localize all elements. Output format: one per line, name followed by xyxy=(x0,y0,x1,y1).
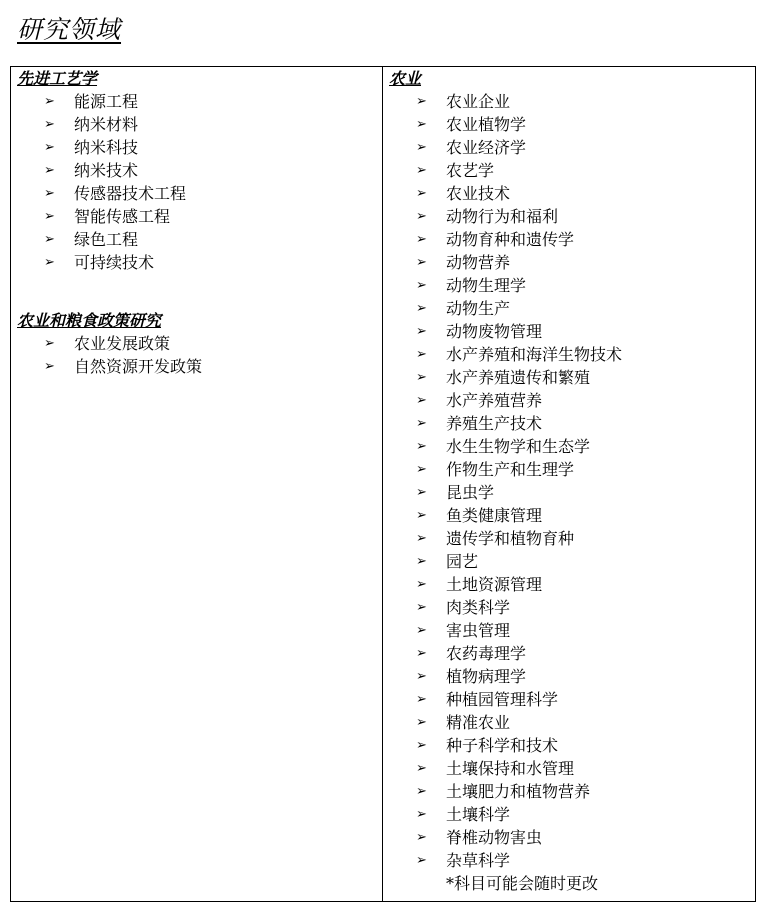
list-item-label: 农业企业 xyxy=(446,92,511,111)
arrow-bullet-icon: ➢ xyxy=(416,94,427,109)
list-item-label: 土壤肥力和植物营养 xyxy=(446,782,591,801)
list-item-label: 精准农业 xyxy=(446,713,511,732)
advanced-technology-list xyxy=(17,90,377,274)
list-item xyxy=(389,412,751,435)
arrow-bullet-icon: ➢ xyxy=(416,209,427,224)
list-item xyxy=(17,205,377,228)
list-item-label: 养殖生产技术 xyxy=(446,414,543,433)
list-item xyxy=(17,355,377,378)
arrow-bullet-icon: ➢ xyxy=(416,853,427,868)
arrow-bullet-icon: ➢ xyxy=(416,646,427,661)
left-column xyxy=(17,67,377,378)
list-item-label: 可持续技术 xyxy=(74,253,155,272)
list-item xyxy=(389,90,751,113)
list-item xyxy=(389,274,751,297)
arrow-bullet-icon: ➢ xyxy=(416,370,427,385)
list-item-label: 纳米材料 xyxy=(74,115,139,134)
list-item-label: 杂草科学 xyxy=(446,851,511,870)
list-item-label: 农业发展政策 xyxy=(74,334,171,353)
arrow-bullet-icon: ➢ xyxy=(416,761,427,776)
list-item xyxy=(389,527,751,550)
list-item-label: 土地资源管理 xyxy=(446,575,543,594)
arrow-bullet-icon: ➢ xyxy=(416,278,427,293)
list-item xyxy=(389,228,751,251)
list-item xyxy=(389,826,751,849)
arrow-bullet-icon: ➢ xyxy=(44,209,55,224)
list-item xyxy=(389,504,751,527)
list-item-label: 动物行为和福利 xyxy=(446,207,559,226)
agriculture-list xyxy=(389,90,751,872)
list-item-label: 害虫管理 xyxy=(446,621,511,640)
list-item-label: 动物生产 xyxy=(446,299,511,318)
arrow-bullet-icon: ➢ xyxy=(44,186,55,201)
right-column xyxy=(389,67,751,895)
list-item-label: 农业经济学 xyxy=(446,138,527,157)
list-item-label: 鱼类健康管理 xyxy=(446,506,543,525)
arrow-bullet-icon: ➢ xyxy=(416,715,427,730)
arrow-bullet-icon: ➢ xyxy=(416,508,427,523)
list-item xyxy=(389,711,751,734)
list-item-label: 能源工程 xyxy=(74,92,139,111)
list-item xyxy=(389,113,751,136)
list-item-label: 智能传感工程 xyxy=(74,207,171,226)
list-item xyxy=(17,182,377,205)
arrow-bullet-icon: ➢ xyxy=(44,140,55,155)
list-item-label: 动物育种和遗传学 xyxy=(446,230,575,249)
arrow-bullet-icon: ➢ xyxy=(416,577,427,592)
research-areas-table xyxy=(10,66,756,902)
list-item xyxy=(389,573,751,596)
list-item-label: 昆虫学 xyxy=(446,483,495,502)
list-item-label: 土壤保持和水管理 xyxy=(446,759,575,778)
arrow-bullet-icon: ➢ xyxy=(416,485,427,500)
arrow-bullet-icon: ➢ xyxy=(416,163,427,178)
list-item-label: 肉类科学 xyxy=(446,598,511,617)
list-item-label: 绿色工程 xyxy=(74,230,139,249)
list-item xyxy=(389,619,751,642)
list-item xyxy=(389,596,751,619)
list-item-label: 动物生理学 xyxy=(446,276,527,295)
list-item xyxy=(389,366,751,389)
arrow-bullet-icon: ➢ xyxy=(44,117,55,132)
list-item xyxy=(389,665,751,688)
list-item-label: 脊椎动物害虫 xyxy=(446,828,543,847)
list-item xyxy=(17,136,377,159)
arrow-bullet-icon: ➢ xyxy=(416,669,427,684)
arrow-bullet-icon: ➢ xyxy=(416,462,427,477)
arrow-bullet-icon: ➢ xyxy=(416,393,427,408)
list-item-label: 园艺 xyxy=(446,552,479,571)
arrow-bullet-icon: ➢ xyxy=(44,163,55,178)
list-item-label: 农艺学 xyxy=(446,161,495,180)
list-item xyxy=(17,251,377,274)
list-item-label: 传感器技术工程 xyxy=(74,184,187,203)
list-item xyxy=(389,159,751,182)
arrow-bullet-icon: ➢ xyxy=(416,439,427,454)
arrow-bullet-icon: ➢ xyxy=(416,554,427,569)
list-item xyxy=(389,343,751,366)
arrow-bullet-icon: ➢ xyxy=(416,255,427,270)
list-item xyxy=(389,182,751,205)
arrow-bullet-icon: ➢ xyxy=(416,347,427,362)
section-heading-agriculture: 农业 xyxy=(389,69,422,88)
list-item-label: 自然资源开发政策 xyxy=(74,357,203,376)
list-item xyxy=(389,757,751,780)
list-item-label: 农药毒理学 xyxy=(446,644,527,663)
list-item xyxy=(389,435,751,458)
agri-policy-list xyxy=(17,332,377,378)
page-title: 研究领域 xyxy=(17,15,122,44)
arrow-bullet-icon: ➢ xyxy=(416,140,427,155)
section-heading-agri-policy: 农业和粮食政策研究 xyxy=(17,311,162,330)
list-item xyxy=(17,228,377,251)
subject-change-note: *科目可能会随时更改 xyxy=(446,874,599,893)
arrow-bullet-icon: ➢ xyxy=(416,186,427,201)
list-item xyxy=(389,803,751,826)
arrow-bullet-icon: ➢ xyxy=(416,692,427,707)
list-item-label: 动物废物管理 xyxy=(446,322,543,341)
list-item xyxy=(389,642,751,665)
list-item xyxy=(389,734,751,757)
arrow-bullet-icon: ➢ xyxy=(44,232,55,247)
list-item xyxy=(17,90,377,113)
list-item-label: 农业植物学 xyxy=(446,115,527,134)
list-item-label: 农业技术 xyxy=(446,184,511,203)
arrow-bullet-icon: ➢ xyxy=(416,416,427,431)
list-item xyxy=(389,205,751,228)
arrow-bullet-icon: ➢ xyxy=(44,336,55,351)
list-item xyxy=(389,297,751,320)
list-item xyxy=(389,320,751,343)
arrow-bullet-icon: ➢ xyxy=(416,600,427,615)
list-item-label: 作物生产和生理学 xyxy=(446,460,575,479)
list-item-label: 动物营养 xyxy=(446,253,511,272)
list-item xyxy=(389,481,751,504)
arrow-bullet-icon: ➢ xyxy=(416,117,427,132)
list-item-label: 种子科学和技术 xyxy=(446,736,559,755)
list-item xyxy=(389,688,751,711)
list-item xyxy=(389,136,751,159)
arrow-bullet-icon: ➢ xyxy=(416,531,427,546)
list-item xyxy=(389,251,751,274)
arrow-bullet-icon: ➢ xyxy=(416,738,427,753)
section-heading-advanced-technology: 先进工艺学 xyxy=(17,69,98,88)
list-item xyxy=(389,389,751,412)
list-item xyxy=(389,780,751,803)
arrow-bullet-icon: ➢ xyxy=(44,359,55,374)
arrow-bullet-icon: ➢ xyxy=(416,232,427,247)
arrow-bullet-icon: ➢ xyxy=(44,255,55,270)
arrow-bullet-icon: ➢ xyxy=(416,830,427,845)
column-divider xyxy=(382,67,383,901)
list-item xyxy=(389,849,751,872)
list-item xyxy=(389,458,751,481)
arrow-bullet-icon: ➢ xyxy=(416,324,427,339)
list-item xyxy=(389,550,751,573)
arrow-bullet-icon: ➢ xyxy=(416,623,427,638)
list-item-label: 水产养殖遗传和繁殖 xyxy=(446,368,591,387)
list-item-label: 土壤科学 xyxy=(446,805,511,824)
list-item-label: 纳米技术 xyxy=(74,161,139,180)
list-item xyxy=(17,332,377,355)
arrow-bullet-icon: ➢ xyxy=(416,807,427,822)
arrow-bullet-icon: ➢ xyxy=(416,301,427,316)
arrow-bullet-icon: ➢ xyxy=(44,94,55,109)
list-item xyxy=(17,113,377,136)
list-item-label: 遗传学和植物育种 xyxy=(446,529,575,548)
list-item xyxy=(17,159,377,182)
list-item-label: 水产养殖和海洋生物技术 xyxy=(446,345,623,364)
list-item-label: 植物病理学 xyxy=(446,667,527,686)
list-item-label: 水产养殖营养 xyxy=(446,391,543,410)
arrow-bullet-icon: ➢ xyxy=(416,784,427,799)
list-item-label: 种植园管理科学 xyxy=(446,690,559,709)
list-item-label: 水生生物学和生态学 xyxy=(446,437,591,456)
list-item-label: 纳米科技 xyxy=(74,138,139,157)
